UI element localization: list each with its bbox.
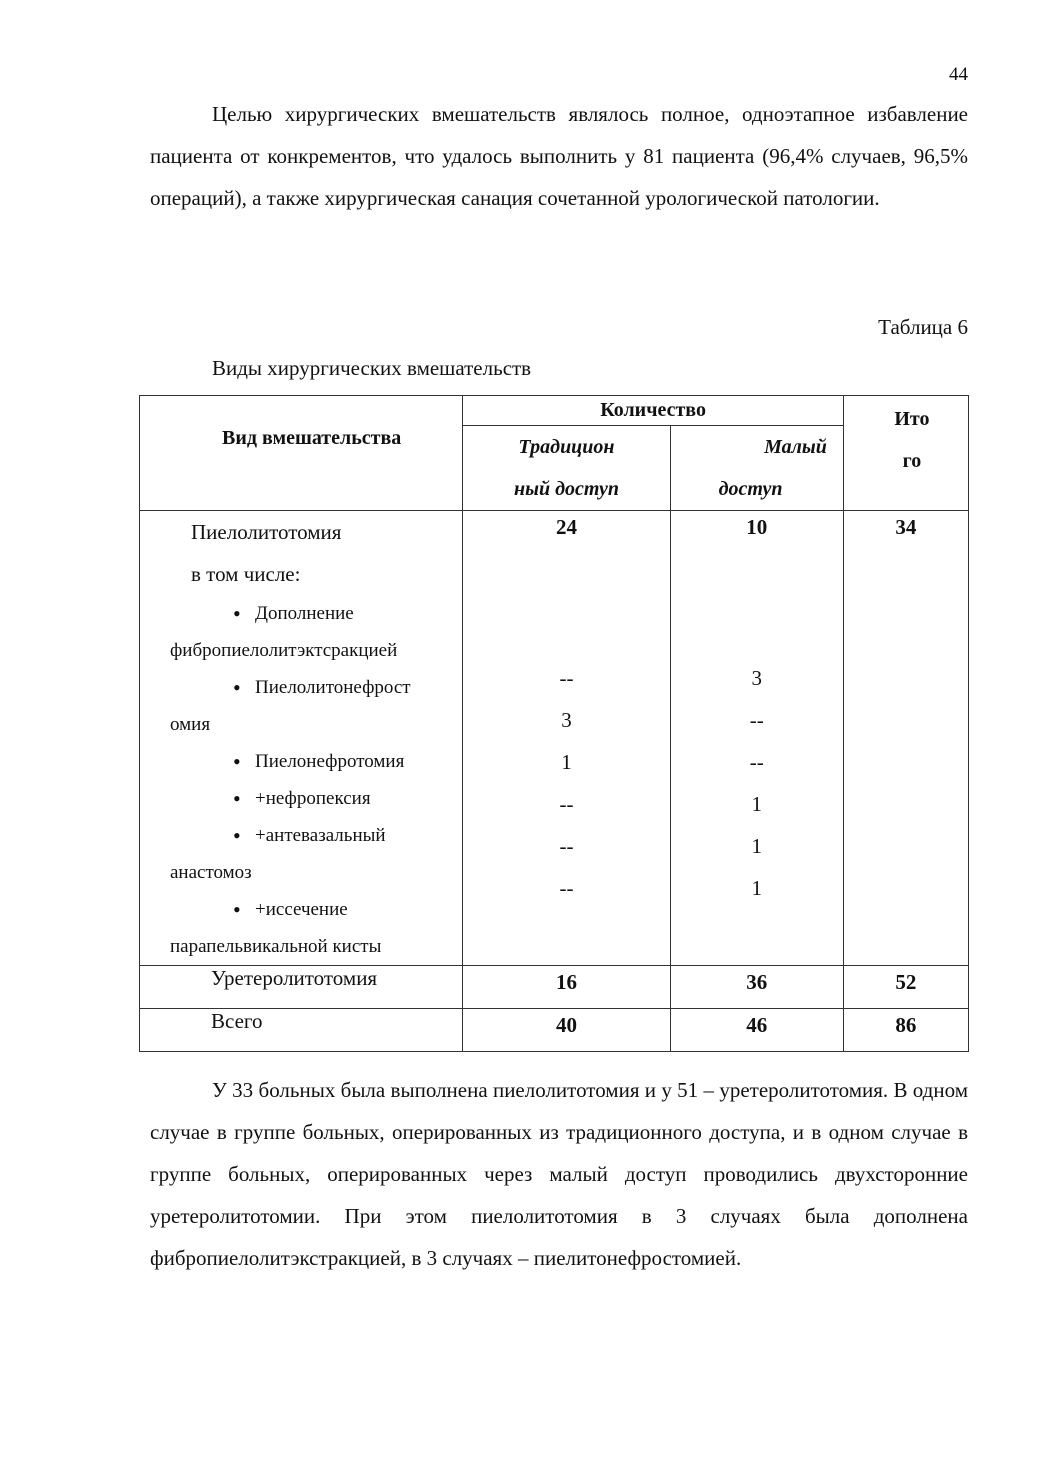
list-item: • +иссечение xyxy=(170,891,462,928)
row-total-traditional: 40 xyxy=(463,1009,670,1052)
sub-value: -- xyxy=(559,666,574,690)
row-ureterolithotomy-total: 52 xyxy=(843,966,968,1009)
list-item-continuation: парапельвикальной кисты xyxy=(170,936,382,957)
header-total xyxy=(843,396,968,511)
total-count: 34 xyxy=(895,515,917,539)
list-item: • Дополнение xyxy=(170,595,462,632)
row-ureterolithotomy-traditional: 16 xyxy=(463,966,670,1009)
list-item: • +антевазальный xyxy=(170,817,462,854)
sub-value: 3 xyxy=(561,708,572,732)
table-title: Виды хирургических вмешательств xyxy=(212,356,532,380)
table-row xyxy=(140,966,969,1009)
header-traditional-access xyxy=(463,426,670,511)
header-small-access xyxy=(670,426,843,511)
row-ureterolithotomy-label: Уретеролитотомия xyxy=(140,966,463,1009)
sub-value: -- xyxy=(749,750,764,774)
row-total-small: 46 xyxy=(670,1009,843,1052)
list-item: • Пиелолитонефрост xyxy=(170,669,462,706)
header-quantity: Количество xyxy=(463,396,843,426)
intro-paragraph: Целью хирургических вмешательств являлось полное, одноэтапное избавление пациента от конкрементов, что удалось выполнить у 81 пациента (96,4% случаев, 96,5% операций), а также хирургическая санация сочетанной урологической патологии. xyxy=(150,102,968,210)
row-sublabel: в том числе: xyxy=(191,562,301,586)
row-pyelolithotomy-traditional xyxy=(463,511,670,966)
row-pyelolithotomy-label xyxy=(140,511,463,966)
header-small-part2: доступ xyxy=(718,478,783,500)
row-label: Пиелолитотомия xyxy=(191,520,342,544)
sub-value: 1 xyxy=(751,792,762,816)
header-total-part2: го xyxy=(902,450,922,472)
list-item-continuation: фибропиелолитэктсракцией xyxy=(170,640,398,661)
sub-value: -- xyxy=(559,834,574,858)
sub-value: -- xyxy=(559,876,574,900)
table-label: Таблица 6 xyxy=(878,315,968,339)
row-pyelolithotomy-small xyxy=(670,511,843,966)
sub-value: -- xyxy=(749,708,764,732)
list-item-continuation: омия xyxy=(170,714,211,735)
sub-value: 1 xyxy=(751,834,762,858)
sub-value: 3 xyxy=(751,666,762,690)
sub-value: 1 xyxy=(561,750,572,774)
sub-value: 1 xyxy=(751,876,762,900)
small-count: 10 xyxy=(746,515,768,539)
header-small-part1: Малый xyxy=(764,436,827,458)
surgery-types-table xyxy=(139,395,969,1052)
row-total-label: Всего xyxy=(140,1009,463,1052)
table-header-row xyxy=(140,396,969,426)
header-total-part1: Ито xyxy=(894,408,930,430)
header-traditional-part2: ный доступ xyxy=(514,478,619,500)
header-traditional-part1: Традицион xyxy=(518,436,615,458)
list-item: • Пиелонефротомия xyxy=(170,743,462,780)
table-row xyxy=(140,511,969,966)
list-item-continuation: анастомоз xyxy=(170,862,252,883)
row-ureterolithotomy-small: 36 xyxy=(670,966,843,1009)
list-item: • +нефропексия xyxy=(170,780,462,817)
sub-value: -- xyxy=(559,792,574,816)
table-row xyxy=(140,1009,969,1052)
row-total-total: 86 xyxy=(843,1009,968,1052)
header-kind: Вид вмешательства xyxy=(140,396,463,511)
subitem-list xyxy=(170,595,462,965)
results-paragraph: У 33 больных была выполнена пиелолитотомия и у 51 – уретеролитотомия. В одном случае в группе больных, оперированных из традиционного доступа, и в одном случае в группе больных, оперированных через малый доступ проводились двухсторонние уретеролитотомии. При этом пиелолитотомия в 3 случаях была дополнена фибропиелолитэкстракцией, в 3 случаях – пиелитонефростомией. xyxy=(150,1078,968,1270)
row-pyelolithotomy-total xyxy=(843,511,968,966)
traditional-count: 24 xyxy=(555,515,577,539)
page-number: 44 xyxy=(949,64,968,85)
